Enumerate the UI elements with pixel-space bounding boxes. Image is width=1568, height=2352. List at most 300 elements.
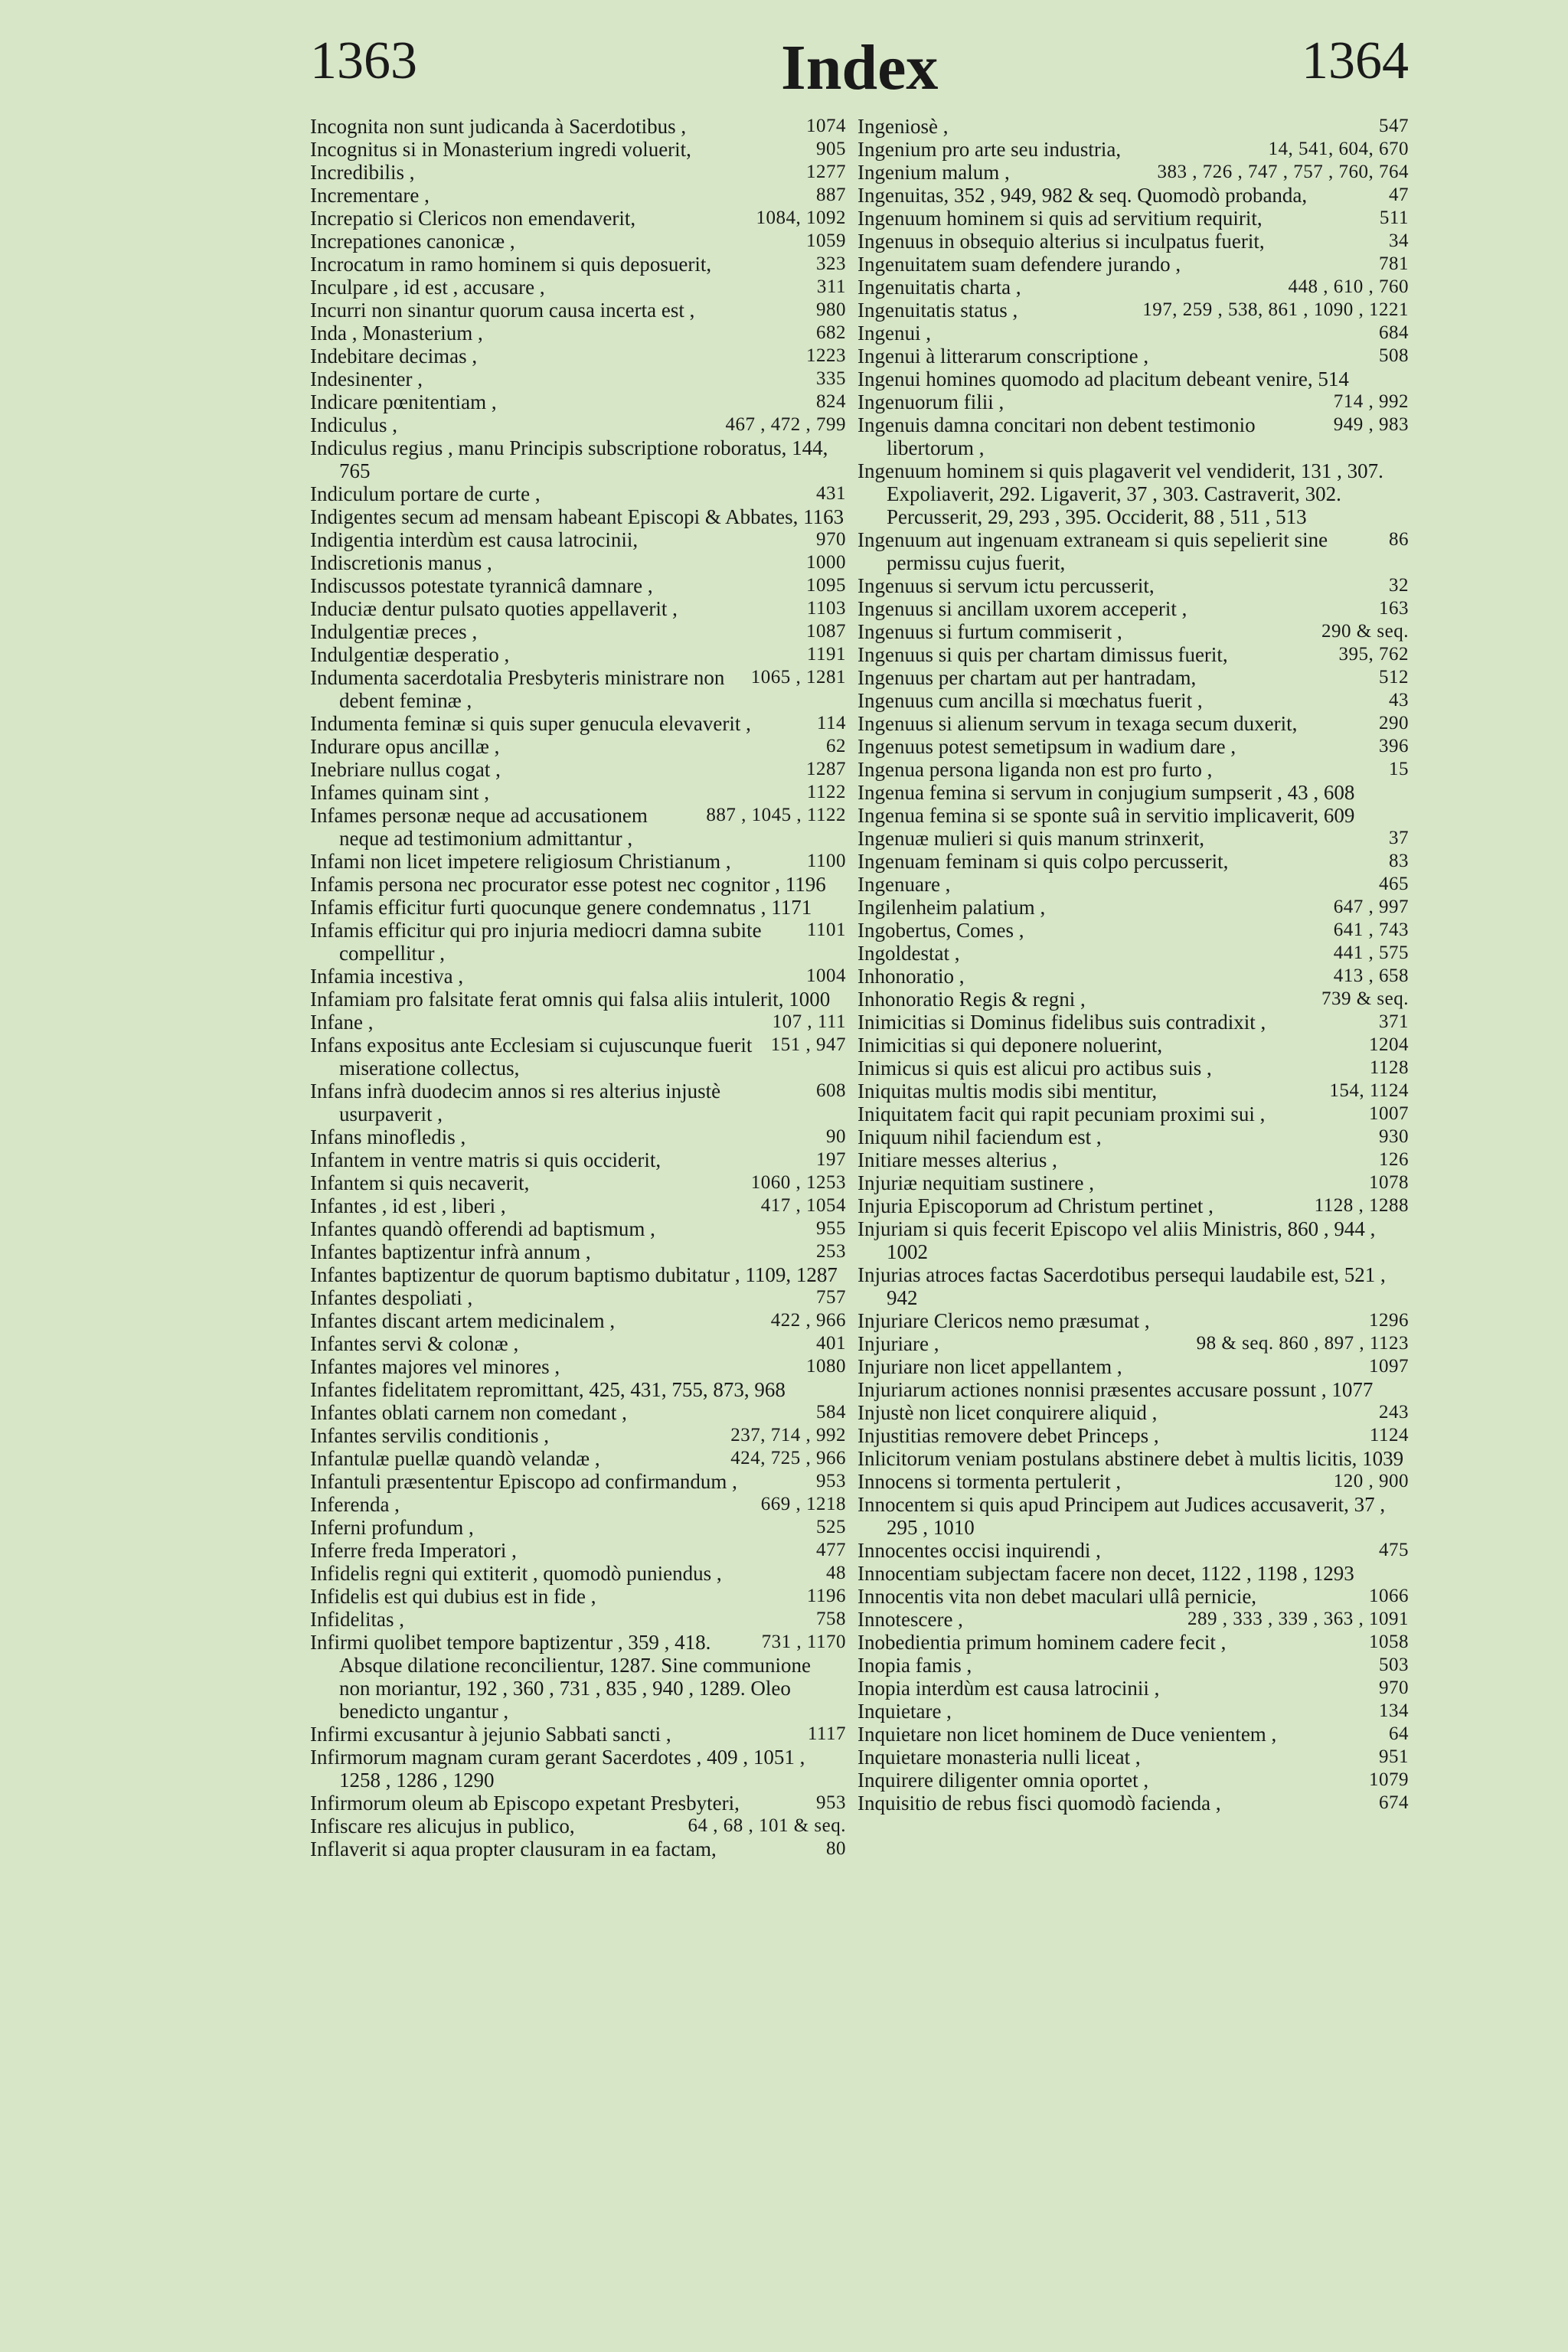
index-entry-pages: 371 <box>1379 1011 1409 1032</box>
index-entry <box>858 368 1409 390</box>
index-entry-pages: 584 <box>816 1402 846 1423</box>
index-entry-term: Infirmi excusantur à jejunio Sabbati sancti , <box>310 1723 671 1746</box>
index-entry-pages: 1103 <box>806 598 846 619</box>
index-entry-term: Iniquitatem facit qui rapit pecuniam proximi sui , <box>858 1102 1266 1125</box>
index-entry <box>310 253 846 276</box>
index-entry <box>310 1746 846 1792</box>
index-entry-term: Infirmorum oleum ab Episcopo expetant Presbyteri, <box>310 1792 740 1815</box>
page-title: Index <box>781 32 939 103</box>
index-entry-pages: 1191 <box>806 644 846 665</box>
index-entry-term: Infiscare res alicujus in publico, <box>310 1815 575 1838</box>
index-entry <box>858 1057 1409 1080</box>
index-entry-term: Injuriam si quis fecerit Episcopo vel aliis Ministris, 860 , 944 , 1002 <box>858 1217 1376 1263</box>
index-entry <box>310 1447 846 1470</box>
index-entry <box>310 1470 846 1493</box>
index-entry-term: Innocentes occisi inquirendi , <box>858 1539 1101 1562</box>
index-entry <box>858 758 1409 781</box>
index-entry-pages: 547 <box>1379 116 1409 136</box>
index-entry-term: Inopia famis , <box>858 1654 972 1677</box>
index-entry-term: Indigentia interdùm est causa latrocinii, <box>310 528 639 551</box>
index-entry-pages: 525 <box>816 1517 846 1537</box>
index-entry-term: Indebitare decimas , <box>310 345 478 368</box>
index-entry <box>310 207 846 230</box>
index-entry-term: Ingenua persona liganda non est pro furto , <box>858 758 1213 781</box>
index-entry-term: Infantem si quis necaverit, <box>310 1171 530 1194</box>
index-entry-term: Ingenuus si servum ictu percusserit, <box>858 574 1155 597</box>
index-entry <box>858 620 1409 643</box>
index-entry <box>858 207 1409 230</box>
index-entry-term: Injuriare , <box>858 1332 939 1355</box>
index-entry <box>858 230 1409 253</box>
index-entry-pages: 413 , 658 <box>1333 965 1409 986</box>
index-entry-term: Indiscussos potestate tyrannicâ damnare , <box>310 574 653 597</box>
index-entry-term: Indumenta feminæ si quis super genucula elevaverit , <box>310 712 751 735</box>
index-entry-pages: 80 <box>826 1838 846 1859</box>
index-entry-pages: 467 , 472 , 799 <box>725 414 846 435</box>
index-entry-term: Indicare pœnitentiam , <box>310 390 497 413</box>
index-entry-term: Inhonoratio Regis & regni , <box>858 988 1086 1011</box>
index-entry-term: Ingenuum hominem si quis plagaverit vel vendiderit, 131 , 307. Expoliaverit, 292. Ligaverit, 37 , 303. Castraverit, 302. Percusserit, 29, 293 , 395. Occiderit, 88 , 511 , 513 <box>858 459 1383 528</box>
index-entry <box>858 138 1409 161</box>
index-entry-term: Ingenuum hominem si quis ad servitium requirit, <box>858 207 1263 230</box>
index-entry-term: Ingoldestat , <box>858 942 960 965</box>
index-entry-pages: 511 <box>1379 207 1409 228</box>
index-entry <box>310 896 846 919</box>
index-entry <box>310 276 846 299</box>
index-entry-term: Indiculus regius , manu Principis subscriptione roboratus, 144, 765 <box>310 436 828 482</box>
index-entry-pages: 126 <box>1379 1149 1409 1170</box>
index-entry <box>858 1493 1409 1539</box>
index-entry-pages: 1296 <box>1369 1310 1409 1331</box>
index-entry <box>310 1125 846 1148</box>
index-entry-term: Ingenuorum filii , <box>858 390 1004 413</box>
index-entry-term: Inquisitio de rebus fisci quomodò facienda , <box>858 1792 1221 1815</box>
index-entry-term: Ingenuus in obsequio alterius si inculpatus fuerit, <box>858 230 1265 253</box>
index-entry <box>858 1378 1409 1401</box>
index-entry-pages: 154, 1124 <box>1329 1080 1409 1101</box>
index-entry <box>858 528 1409 574</box>
index-entry <box>858 1080 1409 1102</box>
index-entry-pages: 1124 <box>1369 1425 1409 1446</box>
index-entry <box>858 988 1409 1011</box>
index-entry <box>858 253 1409 276</box>
index-entry <box>310 436 846 482</box>
index-entry-term: Ingenuitas, 352 , 949, 982 & seq. Quomodò probanda, <box>858 184 1308 207</box>
index-entry-term: Infirmorum magnam curam gerant Sacerdotes , 409 , 1051 , 1258 , 1286 , 1290 <box>310 1746 805 1792</box>
index-entry <box>310 230 846 253</box>
index-entry-term: Ingenuitatem suam defendere jurando , <box>858 253 1181 276</box>
index-entry <box>310 781 846 804</box>
index-entry <box>310 138 846 161</box>
index-entry-term: Infami non licet impetere religiosum Christianum , <box>310 850 731 873</box>
index-entry <box>310 551 846 574</box>
index-entry <box>310 1080 846 1125</box>
index-entry-term: Infantes quandò offerendi ad baptismum , <box>310 1217 655 1240</box>
index-entry-pages: 949 , 983 <box>1333 414 1409 435</box>
index-entry-pages: 383 , 726 , 747 , 757 , 760, 764 <box>1157 162 1409 182</box>
index-entry <box>310 666 846 712</box>
index-entry-term: Ingenua femina si se sponte suâ in servitio implicaverit, 609 <box>858 804 1355 827</box>
index-entry <box>310 322 846 345</box>
index-entry-term: Infantes servilis conditionis , <box>310 1424 549 1447</box>
index-column-left <box>310 115 846 1860</box>
index-entry-pages: 684 <box>1379 322 1409 343</box>
index-entry-term: Ingenuus si furtum commiserit , <box>858 620 1122 643</box>
index-entry-term: Ingenuus si quis per chartam dimissus fuerit, <box>858 643 1228 666</box>
index-entry-term: Innocentiam subjectam facere non decet, 1122 , 1198 , 1293 <box>858 1562 1354 1585</box>
index-entry <box>858 115 1409 138</box>
index-entry <box>310 482 846 505</box>
index-entry <box>310 1401 846 1424</box>
index-entry <box>858 1723 1409 1746</box>
index-entry-pages: 1078 <box>1369 1172 1409 1193</box>
index-entry <box>310 1608 846 1631</box>
index-entry-pages: 64 <box>1389 1723 1409 1744</box>
index-entry-pages: 197, 259 , 538, 861 , 1090 , 1221 <box>1142 299 1409 320</box>
page-number-left: 1363 <box>310 31 417 90</box>
index-entry-term: Iniquitas multis modis sibi mentitur, <box>858 1080 1158 1102</box>
index-entry-pages: 396 <box>1379 736 1409 756</box>
index-entry-term: Infane , <box>310 1011 374 1034</box>
index-entry-pages: 1287 <box>806 759 846 779</box>
index-entry-pages: 253 <box>816 1241 846 1262</box>
index-entry-term: Ingenuus cum ancilla si mœchatus fuerit , <box>858 689 1203 712</box>
index-entry-term: Inquietare , <box>858 1700 952 1723</box>
index-entry-term: Injustè non licet conquirere aliquid , <box>858 1401 1158 1424</box>
index-entry-term: Infantulæ puellæ quandò velandæ , <box>310 1447 600 1470</box>
index-entry-pages: 14, 541, 604, 670 <box>1268 139 1409 159</box>
index-entry-pages: 824 <box>816 391 846 412</box>
index-entry <box>310 299 846 322</box>
index-entry <box>310 1838 846 1860</box>
index-entry-pages: 1128 <box>1369 1057 1409 1078</box>
index-entry <box>858 1125 1409 1148</box>
index-entry-pages: 107 , 111 <box>772 1011 846 1032</box>
index-entry-term: Inhonoratio , <box>858 965 965 988</box>
index-entry <box>858 1309 1409 1332</box>
index-entry <box>858 666 1409 689</box>
index-entry-term: Inferenda , <box>310 1493 400 1516</box>
index-entry-term: Ingenua femina si servum in conjugium sumpserit , 43 , 608 <box>858 781 1355 804</box>
index-entry <box>858 1585 1409 1608</box>
index-entry-term: Initiare messes alterius , <box>858 1148 1057 1171</box>
index-entry <box>310 712 846 735</box>
index-entry-pages: 32 <box>1389 575 1409 596</box>
index-entry-term: Incrementare , <box>310 184 430 207</box>
index-entry <box>858 322 1409 345</box>
index-entry-pages: 647 , 997 <box>1333 897 1409 917</box>
index-entry-pages: 47 <box>1389 185 1409 205</box>
index-entry-pages: 953 <box>816 1792 846 1813</box>
index-entry <box>310 1723 846 1746</box>
index-entry <box>858 781 1409 804</box>
index-entry-pages: 608 <box>816 1080 846 1101</box>
index-entry <box>858 965 1409 988</box>
index-entry-pages: 781 <box>1379 253 1409 274</box>
index-entry-term: Inobedientia primum hominem cadere fecit , <box>858 1631 1227 1654</box>
index-entry-term: Ingilenheim palatium , <box>858 896 1046 919</box>
index-entry-pages: 1000 <box>806 552 846 573</box>
index-entry <box>858 184 1409 207</box>
index-entry-pages: 1128 , 1288 <box>1314 1195 1409 1216</box>
index-entry <box>858 1677 1409 1700</box>
index-entry-term: Increpatio si Clericos non emendaverit, <box>310 207 636 230</box>
index-entry-term: Indulgentiæ preces , <box>310 620 478 643</box>
index-entry <box>858 1769 1409 1792</box>
index-entry-term: Indiculus , <box>310 413 397 436</box>
index-entry-pages: 1065 , 1281 <box>750 667 846 688</box>
index-entry-term: Ingenuus si ancillam uxorem acceperit , <box>858 597 1187 620</box>
index-entry <box>858 1470 1409 1493</box>
index-entry-term: Infames quinam sint , <box>310 781 489 804</box>
index-entry <box>310 1493 846 1516</box>
index-entry-term: Incognita non sunt judicanda à Sacerdotibus , <box>310 115 687 138</box>
index-entry <box>858 299 1409 322</box>
index-entry <box>310 597 846 620</box>
index-entry <box>310 115 846 138</box>
index-entry-pages: 512 <box>1379 667 1409 688</box>
index-entry <box>858 1102 1409 1125</box>
index-entry <box>858 1700 1409 1723</box>
index-entry-pages: 682 <box>816 322 846 343</box>
index-entry <box>858 345 1409 368</box>
index-entry-term: Inculpare , id est , accusare , <box>310 276 545 299</box>
index-entry-term: Infans expositus ante Ecclesiam si cujuscunque fuerit miseratione collectus, <box>310 1034 753 1080</box>
index-entry-term: Ingenium malum , <box>858 161 1010 184</box>
index-entry-pages: 1277 <box>806 162 846 182</box>
index-entry-term: Infidelis est qui dubius est in fide , <box>310 1585 596 1608</box>
index-entry-pages: 1122 <box>806 782 846 802</box>
index-entry-pages: 1204 <box>1369 1034 1409 1055</box>
index-entry <box>310 1424 846 1447</box>
index-entry <box>310 1171 846 1194</box>
index-entry-pages: 1087 <box>806 621 846 642</box>
index-entry-term: Ingenium pro arte seu industria, <box>858 138 1122 161</box>
index-entry <box>310 804 846 850</box>
index-entry-pages: 674 <box>1379 1792 1409 1813</box>
index-entry <box>310 345 846 368</box>
index-entry <box>310 965 846 988</box>
index-entry <box>310 1194 846 1217</box>
index-entry-pages: 98 & seq. 860 , 897 , 1123 <box>1196 1333 1409 1354</box>
index-entry-pages: 114 <box>816 713 846 733</box>
index-entry <box>310 988 846 1011</box>
index-entry-pages: 395, 762 <box>1338 644 1409 665</box>
index-entry <box>310 735 846 758</box>
index-entry-pages: 43 <box>1389 690 1409 710</box>
index-entry <box>858 1447 1409 1470</box>
index-entry-pages: 311 <box>816 276 846 297</box>
index-entry-term: Ingenui homines quomodo ad placitum debeant venire, 514 <box>858 368 1349 390</box>
index-entry <box>858 1194 1409 1217</box>
index-entry <box>310 413 846 436</box>
index-entry <box>310 1148 846 1171</box>
index-entry-term: Inferre freda Imperatori , <box>310 1539 517 1562</box>
index-entry <box>858 1631 1409 1654</box>
index-entry-term: Iniquum nihil faciendum est , <box>858 1125 1102 1148</box>
index-entry-term: Infantes despoliati , <box>310 1286 473 1309</box>
index-entry-pages: 335 <box>816 368 846 389</box>
index-entry-term: Infamis efficitur furti quocunque genere condemnatus , 1171 <box>310 896 812 919</box>
index-entry-pages: 1097 <box>1369 1356 1409 1377</box>
index-entry-pages: 465 <box>1379 874 1409 894</box>
index-entry-term: Induciæ dentur pulsato quoties appellaverit , <box>310 597 678 620</box>
index-entry-term: Infantes baptizentur de quorum baptismo dubitatur , 1109, 1287 <box>310 1263 838 1286</box>
index-entry-pages: 151 , 947 <box>770 1034 846 1055</box>
index-entry-pages: 1095 <box>806 575 846 596</box>
index-entry-pages: 422 , 966 <box>770 1310 846 1331</box>
index-entry <box>310 574 846 597</box>
index-entry <box>858 942 1409 965</box>
index-entry <box>858 1539 1409 1562</box>
index-entry <box>310 873 846 896</box>
index-entry-pages: 290 & seq. <box>1321 621 1409 642</box>
index-entry-term: Ingenui à litterarum conscriptione , <box>858 345 1149 368</box>
index-entry <box>858 804 1409 827</box>
index-entry-term: Innocens si tormenta pertulerit , <box>858 1470 1122 1493</box>
index-entry-pages: 237, 714 , 992 <box>730 1425 846 1446</box>
index-entry <box>310 390 846 413</box>
index-entry-term: Inebriare nullus cogat , <box>310 758 501 781</box>
index-entry-pages: 905 <box>816 139 846 159</box>
index-entry-term: Inferni profundum , <box>310 1516 474 1539</box>
index-entry-pages: 448 , 610 , 760 <box>1288 276 1409 297</box>
index-entry-pages: 1084, 1092 <box>756 207 846 228</box>
index-entry <box>858 1148 1409 1171</box>
index-entry <box>858 1401 1409 1424</box>
index-entry <box>310 1815 846 1838</box>
index-entry-term: Ingenuus per chartam aut per hantradam, <box>858 666 1197 689</box>
index-entry-pages: 970 <box>1379 1677 1409 1698</box>
index-entry-pages: 441 , 575 <box>1333 942 1409 963</box>
index-entry-term: Increpationes canonicæ , <box>310 230 515 253</box>
index-entry-term: Inda , Monasterium , <box>310 322 483 345</box>
index-entry-pages: 1058 <box>1369 1632 1409 1652</box>
index-entry-pages: 1079 <box>1369 1769 1409 1790</box>
index-entry <box>858 1011 1409 1034</box>
index-entry-term: Infantes servi & colonæ , <box>310 1332 519 1355</box>
index-entry-pages: 83 <box>1389 851 1409 871</box>
index-entry-pages: 955 <box>816 1218 846 1239</box>
index-entry-term: Infantes discant artem medicinalem , <box>310 1309 616 1332</box>
index-entry <box>310 1378 846 1401</box>
index-entry-term: Infamia incestiva , <box>310 965 464 988</box>
index-entry <box>858 896 1409 919</box>
index-entry-term: Infantem in ventre matris si quis occiderit, <box>310 1148 662 1171</box>
index-entry-pages: 1060 , 1253 <box>750 1172 846 1193</box>
index-entry-pages: 1074 <box>806 116 846 136</box>
index-entry-pages: 714 , 992 <box>1333 391 1409 412</box>
index-entry-pages: 1223 <box>806 345 846 366</box>
index-entry-term: Indesinenter , <box>310 368 423 390</box>
index-entry-pages: 134 <box>1379 1700 1409 1721</box>
index-entry-term: Injurias atroces factas Sacerdotibus persequi laudabile est, 521 , 942 <box>858 1263 1386 1309</box>
index-entry <box>858 1746 1409 1769</box>
index-entry-term: Ingenuus potest semetipsum in wadium dare , <box>858 735 1236 758</box>
index-entry <box>310 1034 846 1080</box>
index-entry-pages: 48 <box>826 1563 846 1583</box>
index-entry-pages: 62 <box>826 736 846 756</box>
page-number-right: 1364 <box>1302 31 1409 90</box>
index-entry-term: Inquietare monasteria nulli liceat , <box>858 1746 1141 1769</box>
index-entry-term: Incredibilis , <box>310 161 415 184</box>
index-entry <box>310 758 846 781</box>
index-entry-pages: 953 <box>816 1471 846 1491</box>
index-entry-pages: 1066 <box>1369 1586 1409 1606</box>
index-entry-term: Innocentem si quis apud Principem aut Judices accusaverit, 37 , 295 , 1010 <box>858 1493 1386 1539</box>
index-entry-pages: 431 <box>816 483 846 504</box>
index-entry <box>310 1585 846 1608</box>
index-entry <box>310 850 846 873</box>
index-entry <box>310 620 846 643</box>
index-entry <box>858 413 1409 459</box>
index-entry-pages: 930 <box>1379 1126 1409 1147</box>
index-entry-pages: 1117 <box>807 1723 846 1744</box>
index-entry-pages: 90 <box>826 1126 846 1147</box>
index-entry <box>858 827 1409 850</box>
index-entry-term: Indurare opus ancillæ , <box>310 735 500 758</box>
index-entry-pages: 731 , 1170 <box>761 1632 846 1652</box>
index-entry-term: Infamis efficitur qui pro injuria mediocri damna subite compellitur , <box>310 919 762 965</box>
index-entry-term: Indigentes secum ad mensam habeant Episcopi & Abbates, 1163 <box>310 505 844 528</box>
index-entry-term: Ingenuæ mulieri si quis manum strinxerit, <box>858 827 1204 850</box>
index-entry-term: Indiscretionis manus , <box>310 551 492 574</box>
index-entry <box>310 1516 846 1539</box>
index-entry-term: Incognitus si in Monasterium ingredi voluerit, <box>310 138 691 161</box>
index-entry <box>858 1608 1409 1631</box>
index-entry-term: Inflaverit si aqua propter clausuram in ea factam, <box>310 1838 717 1860</box>
index-entry <box>858 643 1409 666</box>
index-entry-term: Infirmi quolibet tempore baptizentur , 359 , 418. Absque dilatione reconcilientur, 1287. Sine communione non moriantur, 192 , 360 , 731 , 835 , 940 , 1289. Oleo benedicto ungantur , <box>310 1631 812 1723</box>
index-entry-pages: 86 <box>1389 529 1409 550</box>
index-entry-term: Injustitias removere debet Princeps , <box>858 1424 1159 1447</box>
index-entry <box>310 505 846 528</box>
index-entry <box>858 1562 1409 1585</box>
index-entry-term: Ingenuus si alienum servum in texaga secum duxerit, <box>858 712 1298 735</box>
index-entry <box>310 1355 846 1378</box>
index-entry-term: Ingenuitatis status , <box>858 299 1018 322</box>
index-entry <box>310 1011 846 1034</box>
index-entry-term: Inquietare non licet hominem de Duce venientem , <box>858 1723 1277 1746</box>
index-entry <box>858 459 1409 528</box>
index-entry <box>858 1171 1409 1194</box>
index-entry <box>858 1355 1409 1378</box>
index-entry-pages: 243 <box>1379 1402 1409 1423</box>
index-entry <box>858 850 1409 873</box>
index-entry <box>310 1217 846 1240</box>
index-entry-term: Ingobertus, Comes , <box>858 919 1024 942</box>
index-entry <box>310 643 846 666</box>
index-entry <box>858 1217 1409 1263</box>
index-entry-term: Infantes baptizentur infrà annum , <box>310 1240 591 1263</box>
index-entry-term: Ingenuam feminam si quis colpo percusserit, <box>858 850 1229 873</box>
index-entry-pages: 980 <box>816 299 846 320</box>
index-entry-term: Indiculum portare de curte , <box>310 482 541 505</box>
index-entry <box>858 1263 1409 1309</box>
index-entry-pages: 290 <box>1379 713 1409 733</box>
index-entry <box>858 597 1409 620</box>
index-entry-term: Innotescere , <box>858 1608 963 1631</box>
index-entry-term: Injuriæ nequitiam sustinere , <box>858 1171 1094 1194</box>
index-entry-pages: 1007 <box>1369 1103 1409 1124</box>
index-entry <box>310 1631 846 1723</box>
index-entry-term: Incurri non sinantur quorum causa incerta est , <box>310 299 695 322</box>
index-entry <box>858 1792 1409 1815</box>
index-entry <box>310 1240 846 1263</box>
index-entry-term: Indulgentiæ desperatio , <box>310 643 510 666</box>
index-entry <box>858 276 1409 299</box>
index-entry-pages: 477 <box>816 1540 846 1560</box>
